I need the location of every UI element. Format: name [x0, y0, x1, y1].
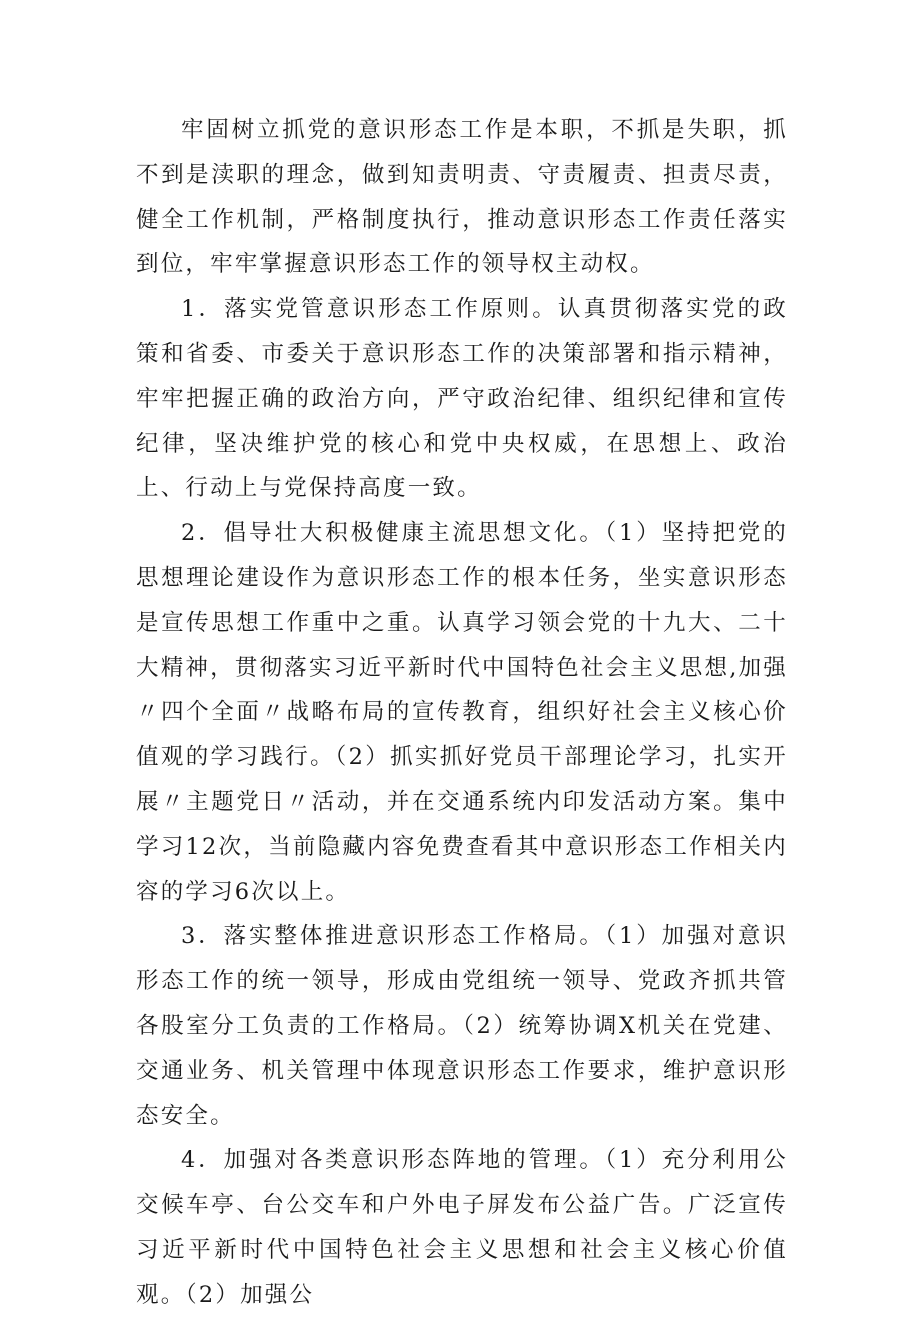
paragraph-item-4: 4．加强对各类意识形态阵地的管理。（1）充分利用公交候车亭、台公交车和户外电子屏发布公益广告。广泛宣传习近平新时代中国特色社会主义思想和社会主义核心价值观。（2）加强公 [136, 1147, 788, 1308]
paragraph-item-2: 2．倡导壮大积极健康主流思想文化。（1）坚持把党的思想理论建设作为意识形态工作的根本任务，坐实意识形态是宣传思想工作重中之重。认真学习领会党的十九大、二十大精神，贯彻落实习近平新时代中国特色社会主义思想,加强〃四个全面〃战略布局的宣传教育，组织好社会主义核心价值观的学习践行。（2）抓实抓好党员干部理论学习，扎实开展〃主题党日〃活动，并在交通系统内印发活动方案。集中学习12次，当前隐藏内容免费查看其中意识形态工作相关内容的学习6次以上。 [136, 520, 788, 905]
paragraph-item-3: 3．落实整体推进意识形态工作格局。（1）加强对意识形态工作的统一领导，形成由党组统一领导、党政齐抓共管各股室分工负责的工作格局。（2）统筹协调X机关在党建、交通业务、机关管理中体现意识形态工作要求，维护意识形态安全。 [136, 923, 788, 1129]
paragraph-intro: 牢固树立抓党的意识形态工作是本职，不抓是失职，抓不到是渎职的理念，做到知责明责、守责履责、担责尽责，健全工作机制，严格制度执行，推动意识形态工作责任落实到位，牢牢掌握意识形态工作的领导权主动权。 [136, 117, 788, 278]
document-body [136, 108, 788, 1318]
paragraph-item-1: 1．落实党管意识形态工作原则。认真贯彻落实党的政策和省委、市委关于意识形态工作的决策部署和指示精神，牢牢把握正确的政治方向，严守政治纪律、组织纪律和宣传纪律，坚决维护党的核心和党中央权威，在思想上、政治上、行动上与党保持高度一致。 [136, 296, 788, 502]
